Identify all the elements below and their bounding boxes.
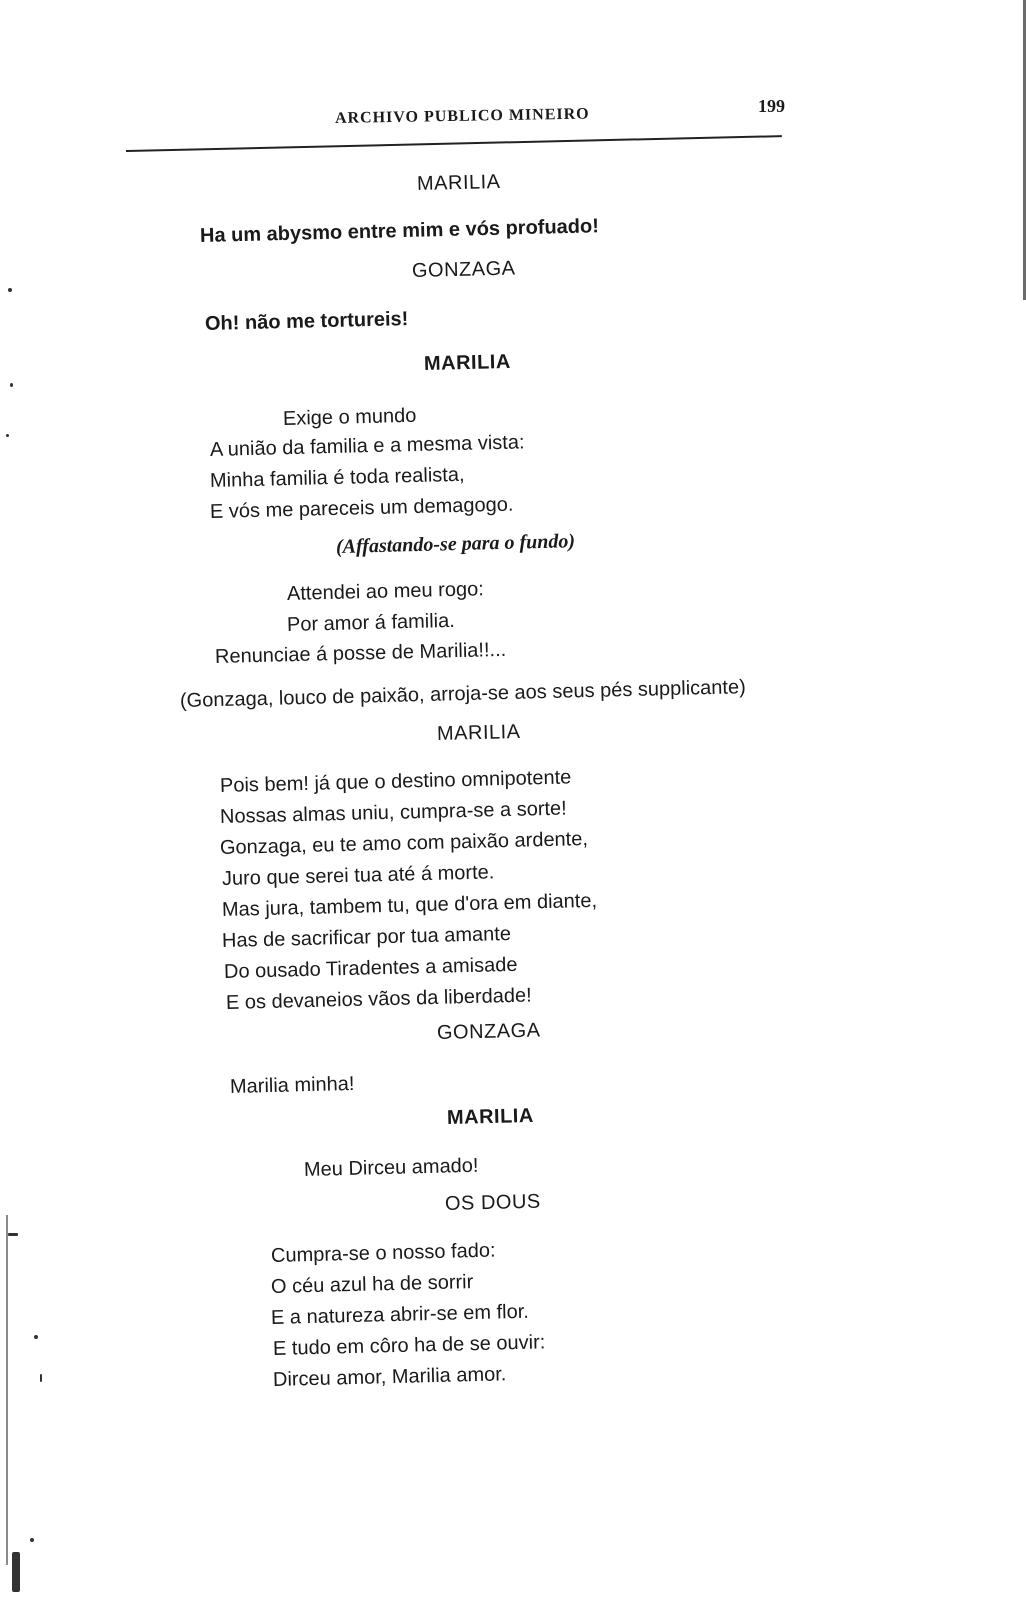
dialogue-line: Meu Dirceu amado! xyxy=(303,1154,479,1181)
verse-line: Pois bem! já que o destino omnipotente xyxy=(219,766,572,797)
verse-line: Minha familia é toda realista, xyxy=(209,463,465,492)
dialogue-line: Oh! não me tortureis! xyxy=(204,308,409,335)
verse-line: Attendei ao meu rogo: xyxy=(286,578,484,605)
verse-line: A união da familia e a mesma vista: xyxy=(209,431,525,461)
speaker-label: OS DOUS xyxy=(444,1190,541,1215)
verse-line: Do ousado Tiradentes a amisade xyxy=(223,953,518,983)
speaker-label: MARILIA xyxy=(416,170,501,195)
verse-line: E a natureza abrir-se em flor. xyxy=(270,1300,530,1329)
binding-edge xyxy=(6,1215,8,1565)
verse-line: E os devaneios vãos da liberdade! xyxy=(225,984,532,1014)
speaker-label: MARILIA xyxy=(423,350,512,375)
verse-line: Cumpra-se o nosso fado: xyxy=(270,1239,496,1267)
verse-line: Por amor á familia. xyxy=(286,609,456,636)
dialogue-line: Marilia minha! xyxy=(229,1072,355,1098)
dialogue-line: Ha um abysmo entre mim e vós profuado! xyxy=(199,215,600,247)
scan-speck xyxy=(10,383,13,387)
page-number: 199 xyxy=(758,96,785,116)
scan-speck xyxy=(30,1538,34,1542)
verse-line: Renunciae á posse de Marilia!!... xyxy=(214,638,507,668)
header-rule xyxy=(126,135,782,152)
verse-line: Has de sacrificar por tua amante xyxy=(221,922,512,952)
scan-speck xyxy=(8,1233,18,1236)
verse-line: O céu azul ha de sorrir xyxy=(270,1271,474,1298)
scan-speck xyxy=(6,434,9,437)
verse-line: Juro que serei tua até á morte. xyxy=(221,861,495,890)
verse-line: Nossas almas uniu, cumpra-se a sorte! xyxy=(219,797,567,828)
running-title: ARCHIVO PUBLICO MINEIRO xyxy=(334,105,590,127)
speaker-label: MARILIA xyxy=(446,1104,535,1129)
verse-line: Gonzaga, eu te amo com paixão ardente, xyxy=(219,828,589,859)
scan-speck xyxy=(40,1374,42,1382)
speaker-label: MARILIA xyxy=(436,720,521,745)
scan-speck xyxy=(8,288,12,292)
verse-line: Dirceu amor, Marilia amor. xyxy=(272,1363,507,1391)
verse-line: Mas jura, tambem tu, que d'ora em diante, xyxy=(221,889,598,921)
stage-direction: (Affastando-se para o fundo) xyxy=(335,530,576,558)
scan-speck xyxy=(12,1552,20,1592)
verse-line: Exige o mundo xyxy=(282,404,417,430)
speaker-label: GONZAGA xyxy=(411,257,516,282)
scan-speck xyxy=(34,1335,38,1339)
speaker-label: GONZAGA xyxy=(436,1019,541,1044)
verse-line: E tudo em côro ha de se ouvir: xyxy=(272,1331,546,1360)
verse-line: E vós me pareceis um demagogo. xyxy=(209,493,514,523)
stage-direction: (Gonzaga, louco de paixão, arroja-se aos seus pés supplicante) xyxy=(179,676,746,712)
